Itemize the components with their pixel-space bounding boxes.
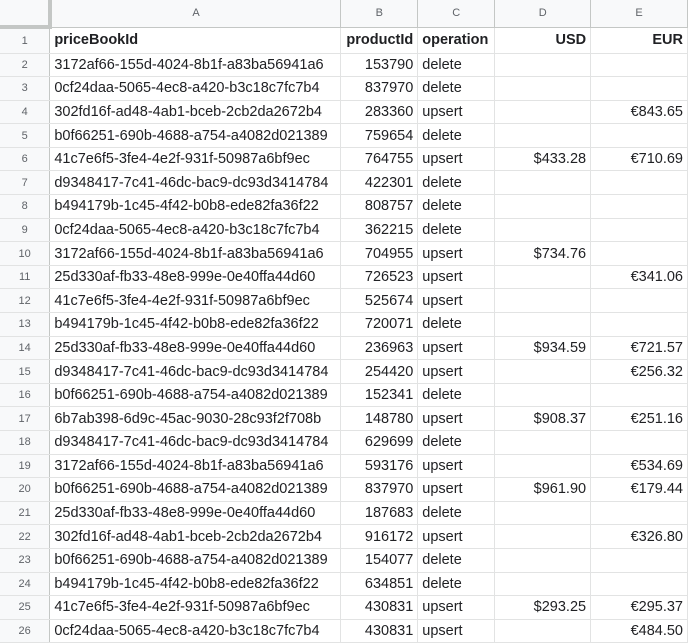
column-header-e[interactable]: E	[591, 0, 688, 27]
cell-operation[interactable]: delete	[418, 171, 495, 195]
table-row	[0, 360, 688, 384]
row-number[interactable]: 2	[0, 53, 50, 77]
table-row	[0, 572, 688, 596]
row-number[interactable]: 10	[0, 242, 50, 266]
cell-usd[interactable]	[495, 383, 591, 407]
cell-usd[interactable]	[495, 124, 591, 148]
cell-operation[interactable]: upsert	[418, 360, 495, 384]
cell-usd[interactable]	[495, 454, 591, 478]
cell-usd[interactable]	[495, 548, 591, 572]
table-row	[0, 124, 688, 148]
cell-pricebookid[interactable]: 41c7e6f5-3fe4-4e2f-931f-50987a6bf9ec	[50, 289, 341, 313]
cell-operation[interactable]: upsert	[418, 242, 495, 266]
cell-productid[interactable]: 153790	[341, 53, 418, 77]
cell-eur[interactable]	[591, 171, 688, 195]
cell-productid[interactable]: 808757	[341, 195, 418, 219]
row-number[interactable]: 14	[0, 336, 50, 360]
cell-operation[interactable]: upsert	[418, 265, 495, 289]
cell-eur[interactable]	[591, 572, 688, 596]
cell-productid[interactable]: 283360	[341, 100, 418, 124]
cell-pricebookid[interactable]: 41c7e6f5-3fe4-4e2f-931f-50987a6bf9ec	[50, 596, 341, 620]
table-row	[0, 289, 688, 313]
cell-productid[interactable]: 362215	[341, 218, 418, 242]
cell-pricebookid[interactable]: b0f66251-690b-4688-a754-a4082d021389	[50, 548, 341, 572]
row-number[interactable]: 19	[0, 454, 50, 478]
header-cell-eur[interactable]: EUR	[591, 27, 688, 53]
cell-eur[interactable]: €721.57	[591, 336, 688, 360]
cell-productid[interactable]: 148780	[341, 407, 418, 431]
cell-operation[interactable]: upsert	[418, 407, 495, 431]
cell-operation[interactable]: upsert	[418, 454, 495, 478]
table-row	[0, 218, 688, 242]
row-number[interactable]: 1	[0, 27, 50, 53]
cell-eur[interactable]	[591, 383, 688, 407]
cell-productid[interactable]: 187683	[341, 501, 418, 525]
table-row	[0, 501, 688, 525]
table-row	[0, 336, 688, 360]
row-number[interactable]: 3	[0, 77, 50, 101]
row-number[interactable]: 6	[0, 147, 50, 171]
cell-usd[interactable]	[495, 218, 591, 242]
row-number[interactable]: 24	[0, 572, 50, 596]
cell-eur[interactable]	[591, 548, 688, 572]
cell-eur[interactable]	[591, 431, 688, 455]
cell-eur[interactable]	[591, 124, 688, 148]
table-row	[0, 242, 688, 266]
cell-operation[interactable]: delete	[418, 313, 495, 337]
row-number[interactable]: 11	[0, 265, 50, 289]
row-number[interactable]: 16	[0, 383, 50, 407]
cell-eur[interactable]	[591, 313, 688, 337]
cell-usd[interactable]: $734.76	[495, 242, 591, 266]
cell-pricebookid[interactable]: b494179b-1c45-4f42-b0b8-ede82fa36f22	[50, 195, 341, 219]
column-header-d[interactable]: D	[495, 0, 591, 27]
cell-productid[interactable]: 704955	[341, 242, 418, 266]
cell-usd[interactable]	[495, 53, 591, 77]
cell-operation[interactable]: delete	[418, 195, 495, 219]
cell-eur[interactable]	[591, 53, 688, 77]
cell-productid[interactable]: 916172	[341, 525, 418, 549]
cell-operation[interactable]: upsert	[418, 336, 495, 360]
column-header-a[interactable]: A	[50, 0, 341, 27]
table-row	[0, 407, 688, 431]
table-row	[0, 171, 688, 195]
cell-pricebookid[interactable]: 6b7ab398-6d9c-45ac-9030-28c93f2f708b	[50, 407, 341, 431]
cell-productid[interactable]: 154077	[341, 548, 418, 572]
table-row	[0, 619, 688, 643]
cell-operation[interactable]: upsert	[418, 478, 495, 502]
cell-usd[interactable]	[495, 100, 591, 124]
cell-eur[interactable]: €256.32	[591, 360, 688, 384]
cell-usd[interactable]: $934.59	[495, 336, 591, 360]
cell-productid[interactable]: 837970	[341, 77, 418, 101]
cell-pricebookid[interactable]: 3172af66-155d-4024-8b1f-a83ba56941a6	[50, 53, 341, 77]
table-row	[0, 478, 688, 502]
cell-usd[interactable]	[495, 525, 591, 549]
row-number[interactable]: 23	[0, 548, 50, 572]
cell-pricebookid[interactable]: b0f66251-690b-4688-a754-a4082d021389	[50, 124, 341, 148]
cell-operation[interactable]: delete	[418, 572, 495, 596]
cell-eur[interactable]: €179.44	[591, 478, 688, 502]
cell-operation[interactable]: delete	[418, 548, 495, 572]
row-number[interactable]: 22	[0, 525, 50, 549]
cell-eur[interactable]: €341.06	[591, 265, 688, 289]
cell-eur[interactable]: €484.50	[591, 619, 688, 643]
table-row	[0, 77, 688, 101]
header-cell-pricebookid[interactable]: priceBookId	[50, 27, 341, 53]
cell-eur[interactable]	[591, 289, 688, 313]
cell-usd[interactable]	[495, 265, 591, 289]
row-number[interactable]: 20	[0, 478, 50, 502]
column-header-b[interactable]: B	[341, 0, 418, 27]
cell-pricebookid[interactable]: 0cf24daa-5065-4ec8-a420-b3c18c7fc7b4	[50, 77, 341, 101]
row-number[interactable]: 26	[0, 619, 50, 643]
cell-usd[interactable]	[495, 431, 591, 455]
cell-operation[interactable]: upsert	[418, 596, 495, 620]
row-number[interactable]: 25	[0, 596, 50, 620]
cell-eur[interactable]: €843.65	[591, 100, 688, 124]
cell-pricebookid[interactable]: 3172af66-155d-4024-8b1f-a83ba56941a6	[50, 454, 341, 478]
cell-eur[interactable]: €534.69	[591, 454, 688, 478]
cell-pricebookid[interactable]: 3172af66-155d-4024-8b1f-a83ba56941a6	[50, 242, 341, 266]
cell-productid[interactable]: 254420	[341, 360, 418, 384]
column-header-row	[0, 0, 688, 27]
cell-eur[interactable]: €326.80	[591, 525, 688, 549]
cell-operation[interactable]: delete	[418, 77, 495, 101]
table-row	[0, 313, 688, 337]
cell-pricebookid[interactable]: d9348417-7c41-46dc-bac9-dc93d3414784	[50, 431, 341, 455]
cell-productid[interactable]: 837970	[341, 478, 418, 502]
column-header-c[interactable]: C	[418, 0, 495, 27]
cell-productid[interactable]: 720071	[341, 313, 418, 337]
table-header-row	[0, 27, 688, 53]
cell-operation[interactable]: upsert	[418, 289, 495, 313]
table-row	[0, 100, 688, 124]
cell-eur[interactable]: €251.16	[591, 407, 688, 431]
row-number[interactable]: 15	[0, 360, 50, 384]
cell-pricebookid[interactable]: 302fd16f-ad48-4ab1-bceb-2cb2da2672b4	[50, 100, 341, 124]
cell-operation[interactable]: upsert	[418, 525, 495, 549]
cell-usd[interactable]	[495, 195, 591, 219]
cell-operation[interactable]: upsert	[418, 100, 495, 124]
cell-usd[interactable]: $961.90	[495, 478, 591, 502]
cell-eur[interactable]	[591, 218, 688, 242]
cell-productid[interactable]: 629699	[341, 431, 418, 455]
cell-productid[interactable]: 764755	[341, 147, 418, 171]
cell-productid[interactable]: 525674	[341, 289, 418, 313]
row-number[interactable]: 9	[0, 218, 50, 242]
cell-pricebookid[interactable]: 25d330af-fb33-48e8-999e-0e40ffa44d60	[50, 265, 341, 289]
cell-pricebookid[interactable]: b494179b-1c45-4f42-b0b8-ede82fa36f22	[50, 572, 341, 596]
header-cell-productid[interactable]: productId	[341, 27, 418, 53]
cell-productid[interactable]: 634851	[341, 572, 418, 596]
cell-pricebookid[interactable]: 302fd16f-ad48-4ab1-bceb-2cb2da2672b4	[50, 525, 341, 549]
table-row	[0, 53, 688, 77]
cell-eur[interactable]	[591, 501, 688, 525]
row-number[interactable]: 12	[0, 289, 50, 313]
cell-operation[interactable]: delete	[418, 501, 495, 525]
cell-operation[interactable]: upsert	[418, 619, 495, 643]
cell-pricebookid[interactable]: b0f66251-690b-4688-a754-a4082d021389	[50, 383, 341, 407]
header-cell-usd[interactable]: USD	[495, 27, 591, 53]
cell-operation[interactable]: delete	[418, 53, 495, 77]
table-row	[0, 195, 688, 219]
select-all-corner[interactable]	[0, 0, 50, 27]
cell-operation[interactable]: delete	[418, 124, 495, 148]
cell-eur[interactable]	[591, 195, 688, 219]
table-row	[0, 525, 688, 549]
table-row	[0, 265, 688, 289]
cell-pricebookid[interactable]: 25d330af-fb33-48e8-999e-0e40ffa44d60	[50, 501, 341, 525]
row-number[interactable]: 8	[0, 195, 50, 219]
cell-pricebookid[interactable]: 0cf24daa-5065-4ec8-a420-b3c18c7fc7b4	[50, 619, 341, 643]
row-number[interactable]: 5	[0, 124, 50, 148]
cell-usd[interactable]	[495, 313, 591, 337]
table-row	[0, 596, 688, 620]
cell-usd[interactable]: $293.25	[495, 596, 591, 620]
table-row	[0, 147, 688, 171]
row-number[interactable]: 21	[0, 501, 50, 525]
cell-productid[interactable]: 759654	[341, 124, 418, 148]
row-number[interactable]: 18	[0, 431, 50, 455]
cell-pricebookid[interactable]: 25d330af-fb33-48e8-999e-0e40ffa44d60	[50, 336, 341, 360]
cell-pricebookid[interactable]: 0cf24daa-5065-4ec8-a420-b3c18c7fc7b4	[50, 218, 341, 242]
cell-usd[interactable]	[495, 360, 591, 384]
table-row	[0, 431, 688, 455]
cell-usd[interactable]	[495, 171, 591, 195]
cell-eur[interactable]: €295.37	[591, 596, 688, 620]
cell-productid[interactable]: 593176	[341, 454, 418, 478]
cell-productid[interactable]: 152341	[341, 383, 418, 407]
cell-usd[interactable]: $908.37	[495, 407, 591, 431]
row-number[interactable]: 4	[0, 100, 50, 124]
cell-pricebookid[interactable]: d9348417-7c41-46dc-bac9-dc93d3414784	[50, 171, 341, 195]
cell-eur[interactable]: €710.69	[591, 147, 688, 171]
row-number[interactable]: 7	[0, 171, 50, 195]
table-row	[0, 454, 688, 478]
cell-usd[interactable]	[495, 289, 591, 313]
row-number[interactable]: 17	[0, 407, 50, 431]
cell-usd[interactable]	[495, 572, 591, 596]
cell-usd[interactable]	[495, 77, 591, 101]
cell-productid[interactable]: 422301	[341, 171, 418, 195]
table-row	[0, 548, 688, 572]
cell-productid[interactable]: 430831	[341, 596, 418, 620]
cell-pricebookid[interactable]: d9348417-7c41-46dc-bac9-dc93d3414784	[50, 360, 341, 384]
cell-operation[interactable]: delete	[418, 218, 495, 242]
row-number[interactable]: 13	[0, 313, 50, 337]
table-row	[0, 383, 688, 407]
cell-usd[interactable]	[495, 619, 591, 643]
cell-productid[interactable]: 236963	[341, 336, 418, 360]
cell-productid[interactable]: 430831	[341, 619, 418, 643]
cell-eur[interactable]	[591, 242, 688, 266]
cell-pricebookid[interactable]: b0f66251-690b-4688-a754-a4082d021389	[50, 478, 341, 502]
cell-eur[interactable]	[591, 77, 688, 101]
cell-pricebookid[interactable]: b494179b-1c45-4f42-b0b8-ede82fa36f22	[50, 313, 341, 337]
cell-operation[interactable]: delete	[418, 431, 495, 455]
cell-pricebookid[interactable]: 41c7e6f5-3fe4-4e2f-931f-50987a6bf9ec	[50, 147, 341, 171]
cell-operation[interactable]: upsert	[418, 147, 495, 171]
cell-productid[interactable]: 726523	[341, 265, 418, 289]
cell-usd[interactable]: $433.28	[495, 147, 591, 171]
header-cell-operation[interactable]: operation	[418, 27, 495, 53]
cell-operation[interactable]: delete	[418, 383, 495, 407]
cell-usd[interactable]	[495, 501, 591, 525]
